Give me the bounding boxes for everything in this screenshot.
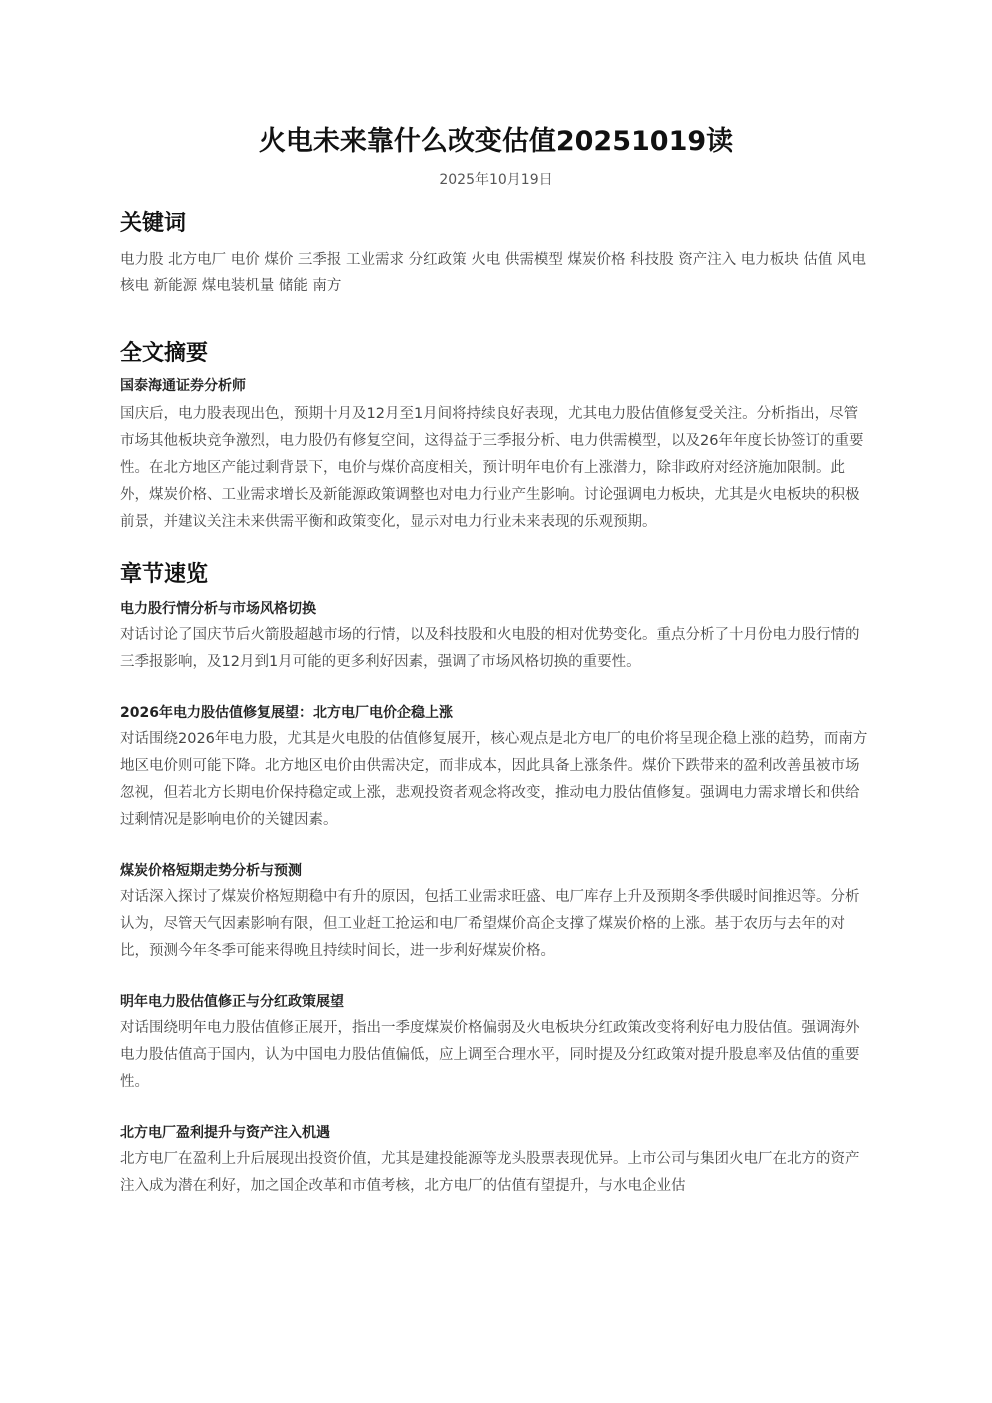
chapter-title: 煤炭价格短期走势分析与预测 (120, 863, 302, 879)
summary-text: 国庆后，电力股表现出色，预期十月及12月至1月间将持续良好表现，尤其电力股估值修复受关注。分析指出，尽管市场其他板块竞争激烈，电力股仍有修复空间，这得益于三季报分析、电力供需模型，以及26年年度长协签订的重要性。在北方地区产能过剩背景下，电价与煤价高度相关，预计明年电价有上涨潜力，除非政府对经济施加限制。此外，煤炭价格、工业需求增长及新能源政策调整也对电力行业产生影响。讨论强调电力板块，尤其是火电板块的积极前景，并建议关注未来供需平衡和政策变化，显示对电力行业未来表现的乐观预期。 (120, 406, 864, 530)
summary-heading: 全文摘要 (120, 341, 209, 366)
keywords-text: 电力股 北方电厂 电价 煤价 三季报 工业需求 分红政策 火电 供需模型 煤炭价格 科技股 资产注入 电力板块 估值 风电 核电 新能源 煤电装机量 储能 南方 (120, 252, 867, 294)
chapter-title: 明年电力股估值修正与分红政策展望 (120, 994, 344, 1010)
chapters-heading: 章节速览 (120, 562, 209, 587)
chapter-item (120, 991, 872, 1096)
chapter-item (120, 598, 872, 676)
chapter-title: 北方电厂盈利提升与资产注入机遇 (120, 1125, 330, 1141)
chapter-item (120, 702, 872, 834)
chapter-text: 北方电厂在盈利上升后展现出投资价值，尤其是建投能源等龙头股票表现优异。上市公司与集团火电厂在北方的资产注入成为潜在利好，加之国企改革和市值考核，北方电厂的估值有望提升，与水电企业估 (120, 1151, 860, 1194)
chapter-title: 电力股行情分析与市场风格切换 (120, 601, 316, 617)
document-date: 2025年10月19日 (439, 172, 553, 188)
chapter-text: 对话深入探讨了煤炭价格短期稳中有升的原因，包括工业需求旺盛、电厂库存上升及预期冬季供暖时间推迟等。分析认为，尽管天气因素影响有限，但工业赶工抢运和电厂希望煤价高企支撑了煤炭价格的上涨。基于农历与去年的对比，预测今年冬季可能来得晚且持续时间长，进一步利好煤炭价格。 (120, 889, 860, 959)
chapter-item (120, 860, 872, 965)
keywords-heading: 关键词 (120, 211, 187, 236)
summary-author: 国泰海通证券分析师 (120, 378, 246, 394)
chapter-title: 2026年电力股估值修复展望：北方电厂电价企稳上涨 (120, 705, 453, 721)
chapter-text: 对话讨论了国庆节后火箭股超越市场的行情，以及科技股和火电股的相对优势变化。重点分析了十月份电力股行情的三季报影响，及12月到1月可能的更多利好因素，强调了市场风格切换的重要性。 (120, 627, 860, 670)
chapter-text: 对话围绕明年电力股估值修正展开，指出一季度煤炭价格偏弱及火电板块分红政策改变将利好电力股估值。强调海外电力股估值高于国内，认为中国电力股估值偏低，应上调至合理水平，同时提及分红政策对提升股息率及估值的重要性。 (120, 1020, 860, 1090)
chapter-text: 对话围绕2026年电力股，尤其是火电股的估值修复展开，核心观点是北方电厂的电价将呈现企稳上涨的趋势，而南方地区电价则可能下降。北方地区电价由供需决定，而非成本，因此具备上涨条件。煤价下跌带来的盈利改善虽被市场忽视，但若北方长期电价保持稳定或上涨，悲观投资者观念将改变，推动电力股估值修复。强调电力需求增长和供给过剩情况是影响电价的关键因素。 (120, 731, 868, 828)
document-title: 火电未来靠什么改变估值20251019读 (258, 126, 734, 157)
chapter-item (120, 1122, 872, 1200)
